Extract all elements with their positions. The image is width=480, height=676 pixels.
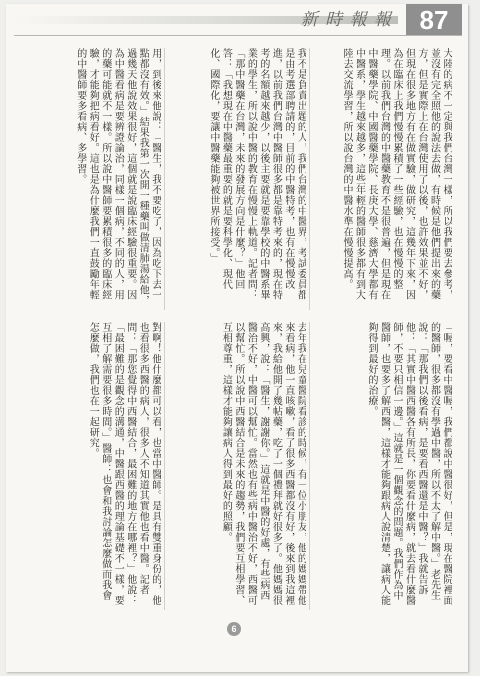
article-column: 去年我在兒童醫院看診的時候，有一位小朋友，他的媽媽帶他來看病，他一直咳嗽，看了很多西醫都沒有好，後來到我這裡來，我給他開了幾帖藥，吃了一個禮拜就好很多了。他媽媽很高興，說：「醫生，謝謝你。」這就是中醫的好處，有些病西醫治不好，中醫可以幫忙。當然也有些病中醫治不好，西醫可以幫忙。所以說中西醫結合是未來的趨勢，我們要互相學習、互相尊重，這樣才能夠讓病人得到最好的照顧。 <box>220 322 307 606</box>
header-divider <box>14 35 462 36</box>
column-divider <box>309 322 310 610</box>
article-column: 我不是負責出題的人，我們台灣的中醫界，考試委員都是由考選部聘請的，目前的中醫特考，也有在慢慢改進，以前我們台灣中醫師很多都是靠特考來的，現在特考的名額越來越少，以後主要就是要靠學校的中醫系畢業的學生，所以說中醫的教育在慢慢上軌道。記者問：「那中醫藥在台灣，未來的發展方向是什麼？」他回答：「我想現在中醫藥最重要的就是要科學化、現代化、國際化，要讓中醫藥能夠被世界所接受。」 <box>207 48 307 300</box>
magazine-page <box>6 4 468 672</box>
column-divider <box>164 322 165 610</box>
page-number: 87 <box>406 4 462 36</box>
column-divider <box>309 48 310 310</box>
article-top-section <box>22 48 452 310</box>
magazine-title: 新 時 報 報 <box>300 10 392 30</box>
article-column: 對啊！他什麼都可以看，也當中醫師。是具有雙重身份的，他也看很多西醫的病人，很多人不知道其實他也看中醫。記者問：「那您覺得中西醫結合，最困難的地方在哪裡？」他說：「最困難的是觀念的溝通，中醫跟西醫的理論基礎不一樣，要互相了解需要很多時間。」醫師：也會和我討論怎麼做而我會怎麼做，我們也在一起研究。 <box>87 322 161 606</box>
article-bottom-section <box>22 322 452 610</box>
article-column: 大陸的病不一定與我們台灣一樣，所以我們要去參考，並沒有完全照他的說法去做，有時候是他們提出來的藥方，但是實際上在台灣使用了以後，也許效果並不好，但現在很多地方有在做實驗，做研究，這幾年下來，因為在臨床上我們慢慢累積了一些經驗，也在慢慢的整理。以前我們台灣的中醫藥教育不是很普遍，但是現在中醫藥學院、中國醫藥學院、長庚大學、慈濟大學都有中醫系，學生越來越多，這些年輕的醫師很多都有到大陸去交流學習，所以說台灣的中醫水準在慢慢提高。 <box>341 48 452 300</box>
article-column: 「喔，要看中醫喔，我們都說中醫很好，但是，現在醫院裡面的醫師，很多都沒有學過中醫，所以不太了解中醫。」老先生說：「那我們以後看病，是要看西醫還是中醫？」我就告訴他：「其實中醫西醫各有所長，你要看什麼病，就去看什麼醫師，不要只相信一邊。」這就是一個觀念的問題。我們作為中醫師，也要多了解西醫，這樣才能夠跟病人說清楚，讓病人能夠得到最好的治療。 <box>366 322 452 606</box>
page-header <box>6 4 468 36</box>
page-footer <box>6 622 468 636</box>
footer-page-marker: 6 <box>227 622 241 636</box>
column-divider <box>164 48 165 310</box>
article-column: 用，到後來他說：「醫生，我不要吃了，因為吃下去一點都沒有效。」結果我第一次開一種藥叫做清肺湯給他，過幾天他說效果很好，這個就是說臨床經驗很重要。因為中醫看病是要辨證論治，同樣一個病，不同的人，用的藥可能就不一樣。所以說中醫師要累積很多的臨床經驗，才能夠把病看好。這也是為什麼我們一直鼓勵年輕的中醫師要多看病、多學習。 <box>74 48 161 306</box>
